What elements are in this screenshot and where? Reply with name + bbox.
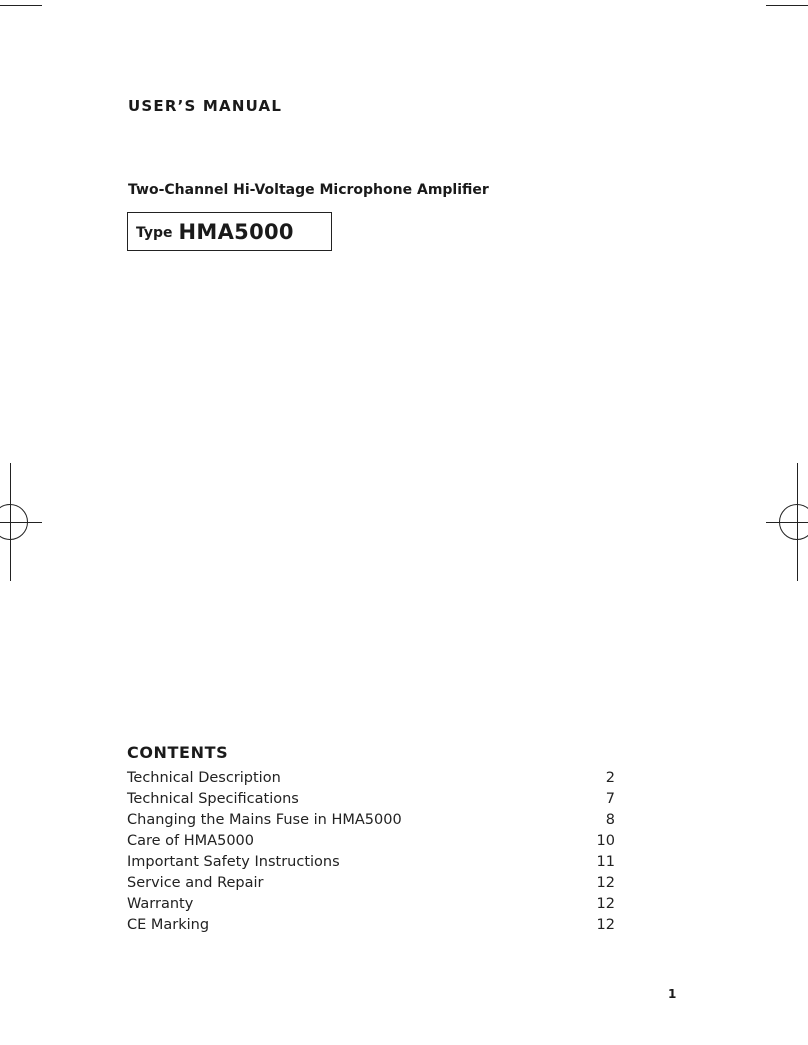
toc-item [127, 894, 615, 915]
toc-item-label: Technical Description [127, 770, 281, 786]
product-subtitle: Two-Channel Hi-Voltage Microphone Amplifier [128, 182, 489, 198]
toc-item [127, 810, 615, 831]
toc-item-page: 12 [596, 896, 615, 912]
toc-item [127, 852, 615, 873]
toc-item-page: 10 [596, 833, 615, 849]
registration-mark-right-circle [779, 504, 808, 540]
toc-item-label: Technical Specifications [127, 791, 299, 807]
toc-item-page: 7 [605, 791, 615, 807]
toc-item [127, 768, 615, 789]
toc-item-label: CE Marking [127, 917, 210, 933]
model-name: HMA5000 [178, 219, 294, 244]
toc-item [127, 873, 615, 894]
toc-item-label: Service and Repair [127, 875, 264, 891]
toc-item [127, 831, 615, 852]
toc-item-label: Warranty [127, 896, 194, 912]
manual-title: USER’S MANUAL [128, 97, 283, 115]
contents-heading: CONTENTS [127, 743, 229, 762]
crop-mark-top-left [0, 5, 42, 6]
toc-item-page: 12 [596, 875, 615, 891]
toc-item-page: 12 [596, 917, 615, 933]
toc-item-page: 2 [605, 770, 615, 786]
registration-mark-left-circle [0, 504, 28, 540]
toc-item-label: Care of HMA5000 [127, 833, 255, 849]
model-type-box [127, 212, 332, 251]
crop-mark-top-right [766, 5, 808, 6]
toc-list [127, 768, 615, 936]
toc-item [127, 915, 615, 936]
type-label: Type [136, 225, 173, 241]
toc-item-label: Changing the Mains Fuse in HMA5000 [127, 812, 402, 828]
toc-item-page: 8 [605, 812, 615, 828]
page-number: 1 [668, 987, 677, 1001]
toc-item [127, 789, 615, 810]
toc-item-label: Important Safety Instructions [127, 854, 340, 870]
toc-item-page: 11 [596, 854, 615, 870]
table-of-contents [127, 742, 615, 936]
